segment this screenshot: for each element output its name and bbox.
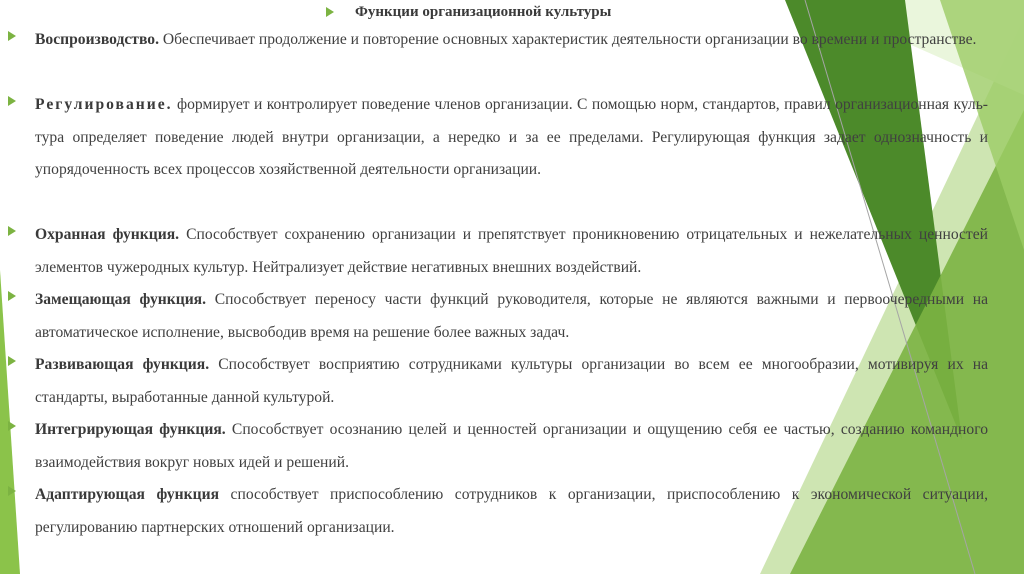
function-item-regulation [8,89,988,187]
triangle-bullet-icon [8,356,16,366]
item-term: Охранная функция. [35,226,180,243]
function-item-substituting [8,284,988,349]
list-item-text [35,219,988,284]
slide-title-row [326,2,611,22]
triangle-bullet-icon [8,31,16,41]
function-item-adaptive [8,479,988,544]
list-item-text [35,479,988,544]
item-description: Способствует сохранению организации и препятствует проникновению отрицательных и нежелательных ценностей элементов чужеродных культур. Нейтрализует действие негативных внешних воздействий. [35,226,989,276]
triangle-bullet-icon [326,7,334,17]
item-description: формирует и контролирует поведение членов организации. С помощью норм, стандартов, правил организационная куль- тура определяет поведение людей внутри организации, а нередко и за ее пределами. Регулирующая функция задает однозначность и упорядоченность всех процессов хозяйственной деятельности организации. [35,96,989,179]
slide-title: Функции организационной культуры [355,3,612,20]
function-item-reproduction [8,24,988,57]
triangle-bullet-icon [8,421,16,431]
list-item-text [35,414,988,479]
list-item-text [35,89,988,187]
item-term: Замещающая функция. [35,291,207,308]
item-description: Обеспечивает продолжение и повторение основных характеристик деятельности организации во времени и пространстве. [162,31,977,48]
list-item-text [35,349,988,414]
list-item-text [35,284,988,349]
item-term: Интегрирующая функция. [35,421,226,438]
item-term: Воспроизводство. [35,31,159,48]
item-description: способствует приспособлению сотрудников к организации, приспособлению к экономической ситуации, регулированию партнерских отношений организации. [35,486,988,536]
function-item-protective [8,219,988,284]
triangle-bullet-icon [8,486,16,496]
item-term: Развивающая функция. [35,356,210,373]
item-description: Способствует переносу части функций руководителя, которые не являются важными и первоочередными на автоматическое исполнение, высвободив время на решение более важных задач. [35,291,989,341]
triangle-bullet-icon [8,96,16,106]
item-description: Способствует осознанию целей и ценностей организации и ощущению себя ее частью, созданию командного взаимодействия вокруг новых идей и решений. [35,421,989,471]
function-item-integrating [8,414,988,479]
item-term: Регулирование. [35,96,173,113]
function-item-developing [8,349,988,414]
item-term: Адаптирующая функция [35,486,220,503]
list-item-text [35,24,988,57]
triangle-bullet-icon [8,291,16,301]
triangle-bullet-icon [8,226,16,236]
item-description: Способствует восприятию сотрудниками культуры организации во всем ее многообразии, мотивируя их на стандарты, выработанные данной культурой. [35,356,988,406]
